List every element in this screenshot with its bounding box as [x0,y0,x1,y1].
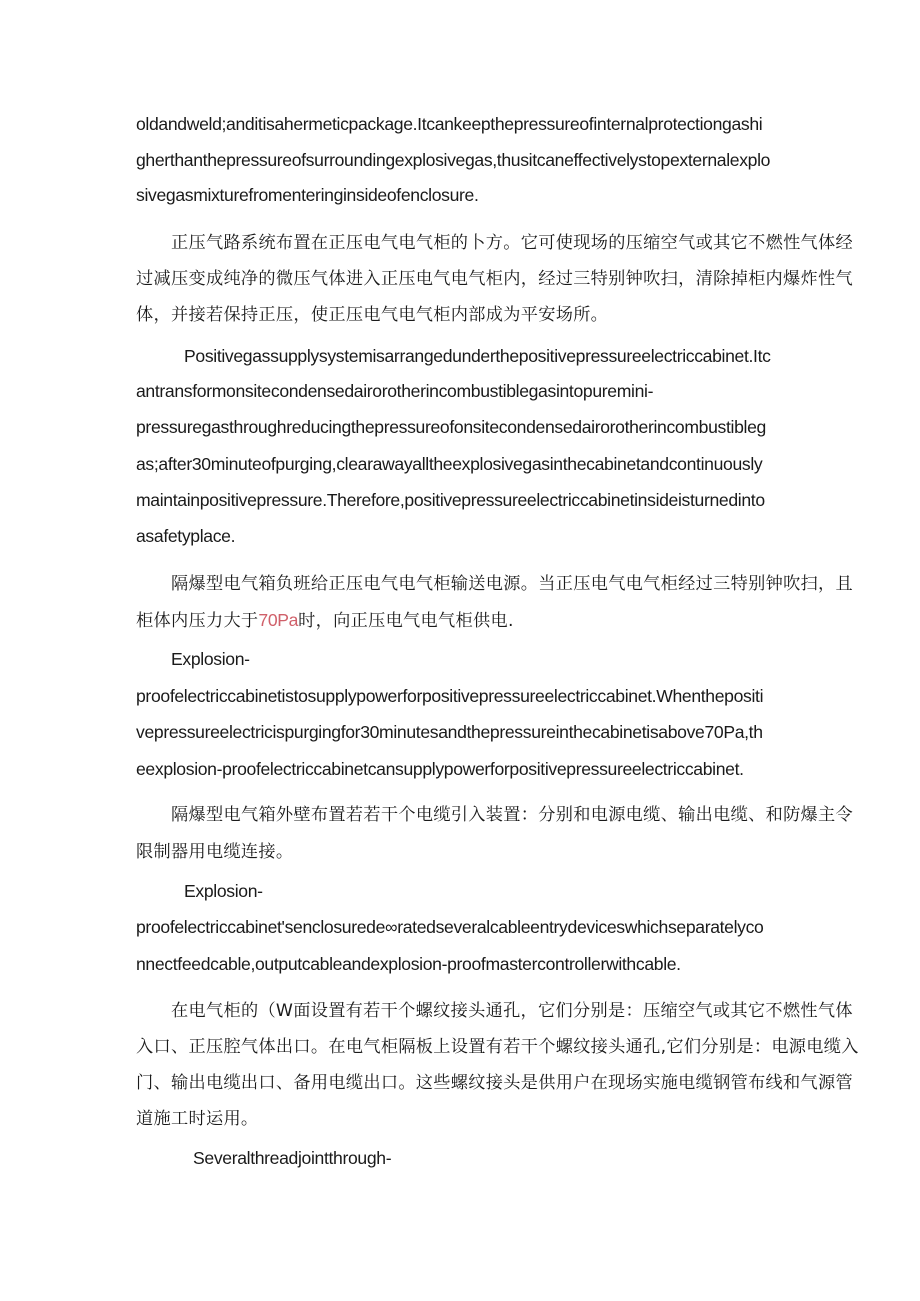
paragraph-line: Explosion- [184,881,263,901]
paragraph-line: nnectfeedcable,outputcableandexplosion-proofmastercontrollerwithcable. [136,954,681,974]
paragraph-line: 体，并接若保持正压，使正压电气电气柜内部成为平安场所。 [136,305,609,325]
paragraph-line: 限制器用电缆连接。 [136,842,294,862]
paragraph-line: Severalthreadjointthrough- [193,1148,392,1168]
paragraph-line: oldandweld;anditisahermeticpackage.Itcankeepthepressureofinternalprotectiongashi [136,114,763,134]
paragraph-line: pressuregasthroughreducingthepressureofonsitecondensedairorotherincombustibleg [136,417,766,437]
paragraph-line: proofelectriccabinet'senclosurede∞ratedseveralcableentrydeviceswhichseparatelyco [136,917,764,937]
paragraph-line: maintainpositivepressure.Therefore,positivepressureelectriccabinetinsideisturnedinto [136,490,765,510]
paragraph-line: 过减压变成纯净的微压气体进入正压电气电气柜内，经过三特别钟吹扫，清除掉柜内爆炸性气 [136,269,853,289]
paragraph-line: eexplosion-proofelectriccabinetcansupplypowerforpositivepressureelectriccabinet. [136,759,744,779]
paragraph-line: 门、输出电缆出口、备用电缆出口。这些螺纹接头是供用户在现场实施电缆钢管布线和气源管 [136,1073,853,1093]
paragraph-line [136,609,514,632]
paragraph-line: as;after30minuteofpurging,clearawayalltheexplosivegasinthecabinetandcontinuously [136,454,763,474]
paragraph-line: proofelectriccabinetistosupplypowerforpositivepressureelectriccabinet.Whenthepositi [136,686,764,706]
paragraph-line: gherthanthepressureofsurroundingexplosivegas,thusitcaneffectivelystopexternalexplo [136,150,771,170]
paragraph-line: Explosion- [171,649,250,669]
paragraph-line: 正压气路系统布置在正压电气电气柜的卜方。它可使现场的压缩空气或其它不燃性气体经 [171,233,854,253]
text-segment: 时，向正压电气电气柜供电. [298,611,514,631]
paragraph-line: 道施工时运用。 [136,1109,259,1129]
paragraph-line: Positivegassupplysystemisarrangedunderthepositivepressureelectriccabinet.Itc [184,346,771,366]
paragraph-line: 在电气柜的（W面设置有若干个螺纹接头通孔，它们分别是：压缩空气或其它不燃性气体 [171,1001,853,1021]
paragraph-line: 入口、正压腔气体出口。在电气柜隔板上设置有若干个螺纹接头通孔,它们分别是：电源电缆入 [136,1037,859,1057]
paragraph-line: 隔爆型电气箱负班给正压电气电气柜输送电源。当正压电气电气柜经过三特别钟吹扫，且 [171,574,854,594]
paragraph-line: asafetyplace. [136,526,236,546]
paragraph-line: vepressureelectricispurgingfor30minutesandthepressureinthecabinetisabove70Pa,th [136,722,763,742]
paragraph-line: 隔爆型电气箱外壁布置若若干个电缆引入装置：分别和电源电缆、输出电缆、和防爆主令 [171,805,854,825]
paragraph-line: antransformonsitecondensedairorotherincombustiblegasintopuremini- [136,381,654,401]
paragraph-line: sivegasmixturefromenteringinsideofenclosure. [136,185,479,205]
pressure-value-highlight: 70Pa [258,610,299,630]
text-segment: 柜体内压力大于 [136,611,259,631]
